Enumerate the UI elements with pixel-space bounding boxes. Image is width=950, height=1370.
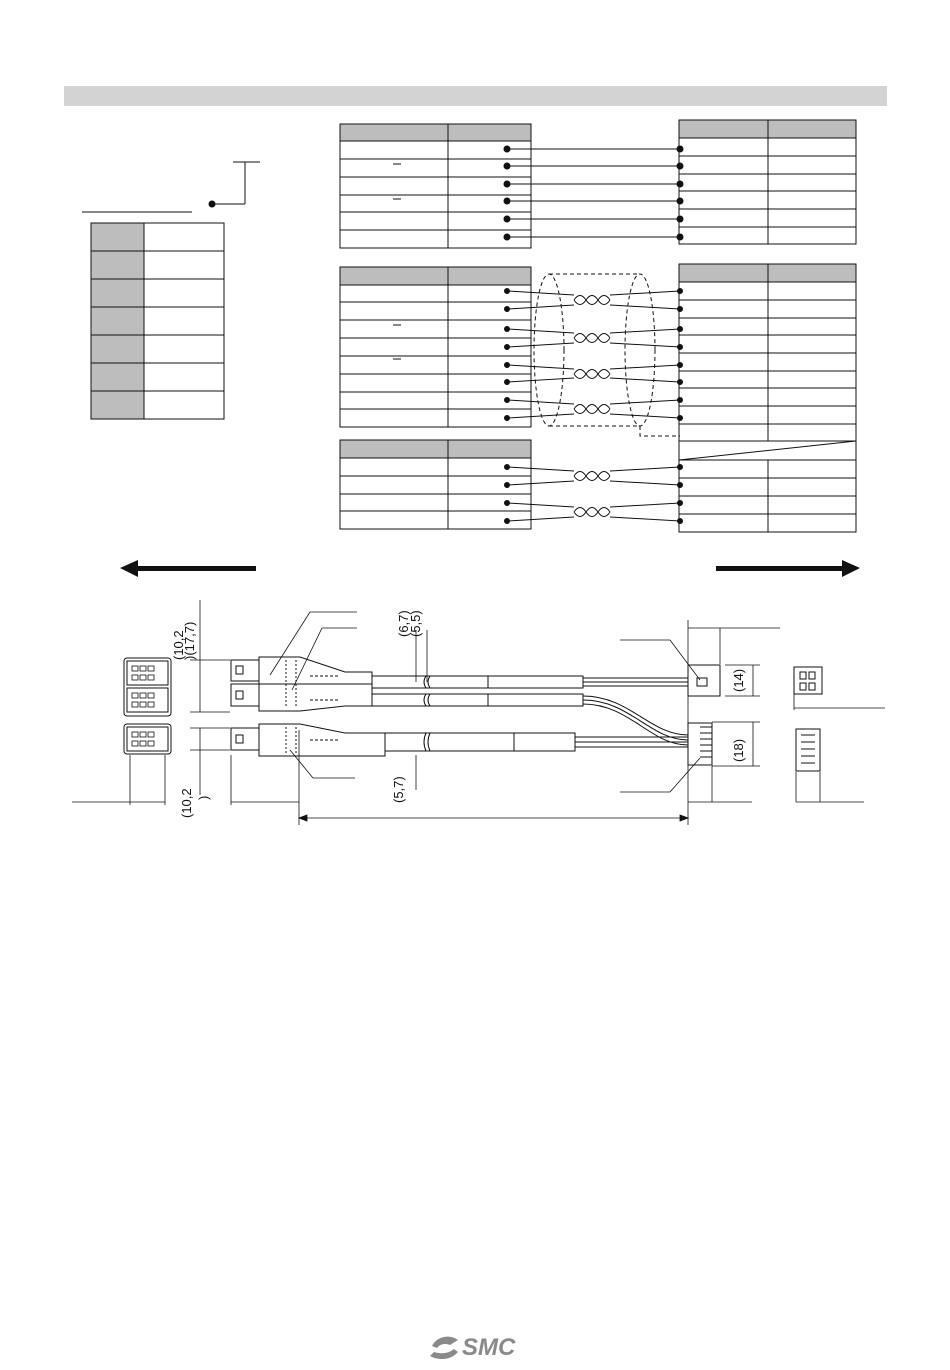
smc-logo-mark-icon <box>430 1337 458 1359</box>
dim-right-upper: (14) <box>731 668 746 692</box>
cable-runs <box>372 676 688 751</box>
dim-mid-bottom: (5,7) <box>391 776 406 803</box>
source-table-2 <box>340 267 531 427</box>
arrow-left-icon <box>120 560 256 577</box>
plug-bodies <box>231 657 385 756</box>
dest-table-2 <box>679 264 856 532</box>
dim-mid-top-2: (5,5) <box>408 610 423 637</box>
dim-left-bottom-2: ) <box>196 795 211 800</box>
arrow-right-icon <box>716 560 860 577</box>
left-pin-table <box>82 162 260 419</box>
dest-table-1 <box>679 120 856 244</box>
shield-outline <box>534 274 680 436</box>
smc-logo-text: SMC <box>462 1334 516 1361</box>
dim-left-top-2: )(17,7) <box>182 621 197 660</box>
dim-mid-top-1: (6,7) <box>396 610 411 637</box>
source-table-3 <box>340 440 531 529</box>
dim-left-top: (10,2 <box>171 630 186 660</box>
section-header-bar <box>64 86 887 106</box>
right-connectors <box>688 665 822 771</box>
twisted-pairs-group-3 <box>507 467 680 521</box>
smc-logo <box>430 1334 516 1361</box>
dim-left-bottom-1: (10,2 <box>179 788 194 818</box>
left-connector-housings <box>124 658 171 754</box>
dim-right-lower: (18) <box>731 738 746 762</box>
source-table-1 <box>340 124 531 248</box>
twisted-pairs-group-2 <box>507 291 680 418</box>
